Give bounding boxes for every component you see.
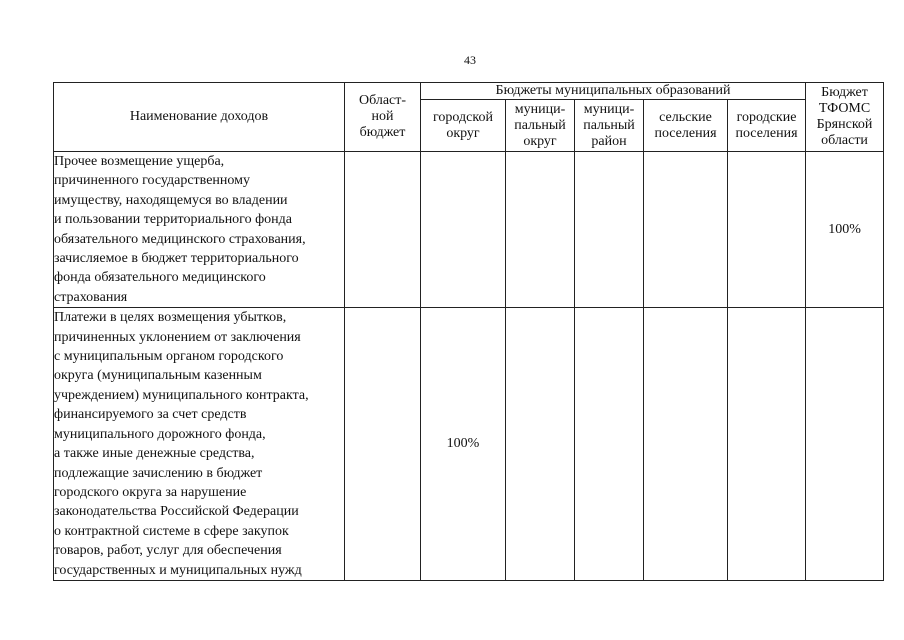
header-municipal-area: муници- пальный район: [575, 100, 644, 152]
tfoms-budget-cell: 100%: [806, 152, 884, 308]
header-municipal-district: муници- пальный округ: [506, 100, 575, 152]
header-regional-budget: Област- ной бюджет: [345, 83, 421, 152]
revenue-distribution-table: [53, 82, 884, 581]
header-urban-settlements: городские поселения: [728, 100, 806, 152]
table-header-row: [54, 83, 884, 100]
page-number: 43: [464, 53, 476, 67]
urban-settlements-cell: [728, 308, 806, 581]
income-name-cell: Прочее возмещение ущерба, причиненного государственному имуществу, находящемуся во владении и пользовании территориального фонда обязательного медицинского страхования, зачисляемое в бюджет территориального фонда обязательного медицинского страхования: [54, 152, 345, 308]
header-municipal-budgets: Бюджеты муниципальных образований: [421, 83, 806, 100]
header-income-name: Наименование доходов: [54, 83, 345, 152]
rural-settlements-cell: [644, 152, 728, 308]
tfoms-budget-cell: [806, 308, 884, 581]
header-urban-district: городской округ: [421, 100, 506, 152]
header-rural-settlements: сельские поселения: [644, 100, 728, 152]
municipal-district-cell: [506, 152, 575, 308]
regional-budget-cell: [345, 308, 421, 581]
regional-budget-cell: [345, 152, 421, 308]
table-row: [54, 308, 884, 581]
urban-settlements-cell: [728, 152, 806, 308]
rural-settlements-cell: [644, 308, 728, 581]
urban-district-cell: 100%: [421, 308, 506, 581]
income-name-cell: Платежи в целях возмещения убытков, причиненных уклонением от заключения с муниципальным органом городского округа (муниципальным казенным учреждением) муниципального контракта, финансируемого за счет средств муниципального дорожного фонда, а также иные денежные средства, подлежащие зачислению в бюджет городского округа за нарушение законодательства Российской Федерации о контрактной системе в сфере закупок товаров, работ, услуг для обеспечения государственных и муниципальных нужд: [54, 308, 345, 581]
municipal-district-cell: [506, 308, 575, 581]
municipal-area-cell: [575, 152, 644, 308]
urban-district-cell: [421, 152, 506, 308]
table-row: [54, 152, 884, 308]
municipal-area-cell: [575, 308, 644, 581]
header-tfoms-budget: Бюджет ТФОМС Брянской области: [806, 83, 884, 152]
